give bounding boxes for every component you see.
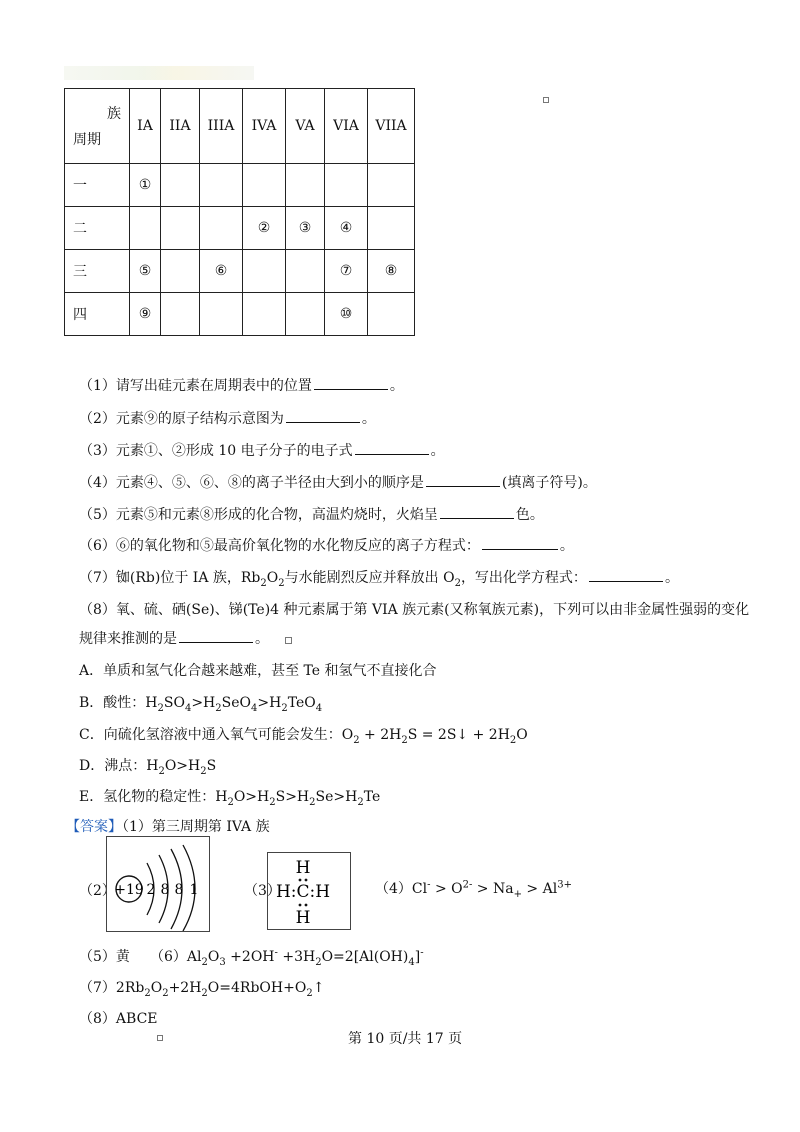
table-cell: ⑩ [325,293,368,336]
table-cell: ⑧ [368,250,415,293]
group-header: IIA [161,89,200,164]
blurred-header [64,66,254,80]
period-label: 一 [65,164,130,207]
tiny-square-marker [285,637,292,644]
period-label: 四 [65,293,130,336]
table-cell [286,164,325,207]
table-cell: ② [243,207,286,250]
period-label: 二 [65,207,130,250]
middle-row: H:C:H [275,882,331,902]
top-hydrogen: H [295,858,311,878]
question-8-line2: 规律来推测的是 。 [79,631,269,647]
table-cell [368,293,415,336]
question-4: （4）元素④、⑤、⑥、⑧的离子半径由大到小的顺序是 (填离子符号)。 [79,475,597,491]
table-cell [368,164,415,207]
option-a: A．单质和氢气化合越来越难，甚至 Te 和氢气不直接化合 [79,663,437,679]
group-header: IA [130,89,161,164]
shell-electrons: 1 [189,882,199,898]
question-5: （5）元素⑤和元素⑧形成的化合物，高温灼烧时，火焰呈 色。 [79,507,544,523]
question-8-line1: （8）氧、硫、硒(Se)、锑(Te)4 种元素属于第 VIA 族元素(又称氧族元素)，下列可以由非金属性强弱的变化 [79,602,750,618]
corner-group-label: 族 [107,106,121,122]
shell-electrons: 2 [146,882,156,898]
table-cell [243,164,286,207]
tiny-square-marker [157,1035,163,1041]
atomic-structure-diagram [106,836,210,932]
nucleus-charge: +19 [114,882,144,898]
table-corner [65,89,130,164]
table-cell: ⑥ [200,250,243,293]
group-header: VIA [325,89,368,164]
answer-4: $(4)Cl^- > O^{2-} > Na_+ > Al^{3+}$ [375,879,572,900]
question-1: （1）请写出硅元素在周期表中的位置 。 [79,378,404,394]
table-cell [161,250,200,293]
option-b: B．酸性：$H_2SO_4>H_2SeO_4>H_2TeO_4$ [79,695,323,714]
period-label: 三 [65,250,130,293]
table-cell [286,250,325,293]
answer-8: （8）ABCE [79,1011,158,1027]
periodic-table [64,88,415,336]
question-7: （7）铷(Rb)位于 IA 族，$Rb_2O_2$与水能剧烈反应并释放出 $O_2$，写出化学方程式： 。 [79,570,679,589]
answer-7: $(7)2Rb_2O_2+2H_2O=4RbOH+O_2↑$ [79,980,325,999]
table-cell [161,207,200,250]
answer-2-label: （2） [79,883,116,899]
table-cell: ④ [325,207,368,250]
option-e: E．氢化物的稳定性：$H_2O>H_2S>H_2Se>H_2Te$ [79,789,381,808]
table-cell [200,293,243,336]
table-cell [325,164,368,207]
group-header: IIIA [200,89,243,164]
group-header: VA [286,89,325,164]
table-cell [200,164,243,207]
group-header: VIIA [368,89,415,164]
electron-dot-formula [267,852,351,930]
table-cell [161,293,200,336]
answer-1: 【答案】（1）第三周期第 IVA 族 [66,819,270,835]
table-cell [130,207,161,250]
question-2: （2）元素⑨的原子结构示意图为 。 [79,411,376,427]
answer-5: （5）黄 [79,949,130,965]
table-cell [243,293,286,336]
table-cell [200,207,243,250]
answer-3-label: （3） [244,883,281,899]
table-cell [161,164,200,207]
page-footer: 第 10 页/共 17 页 [348,1031,463,1047]
group-header: IVA [243,89,286,164]
option-c: C．向硫化氢溶液中通入氧气可能会发生：$O_2 + 2H_2S$ = 2S↓ + $2H_2O$ [79,727,528,746]
answer-tag: 【答案】 [66,819,122,835]
table-cell [286,293,325,336]
tiny-square-marker [543,97,549,103]
option-d: D．沸点：$H_2O>H_2S$ [79,758,217,777]
question-6: （6）⑥的氧化物和⑤最高价氧化物的水化物反应的离子方程式： 。 [79,538,574,554]
table-cell [243,250,286,293]
table-cell: ③ [286,207,325,250]
table-cell [368,207,415,250]
bottom-hydrogen: H [295,908,311,928]
table-cell: ① [130,164,161,207]
corner-period-label: 周期 [73,132,101,148]
answer-6: $(6)Al_2O_3 +2OH^- +3H_2O=2[Al(OH)_4]^-$ [150,947,424,968]
question-3: （3）元素①、②形成 10 电子分子的电子式 。 [79,443,445,459]
table-cell: ⑦ [325,250,368,293]
table-cell: ⑤ [130,250,161,293]
shell-electrons: 8 [174,882,184,898]
shell-electrons: 8 [160,882,170,898]
table-cell: ⑨ [130,293,161,336]
